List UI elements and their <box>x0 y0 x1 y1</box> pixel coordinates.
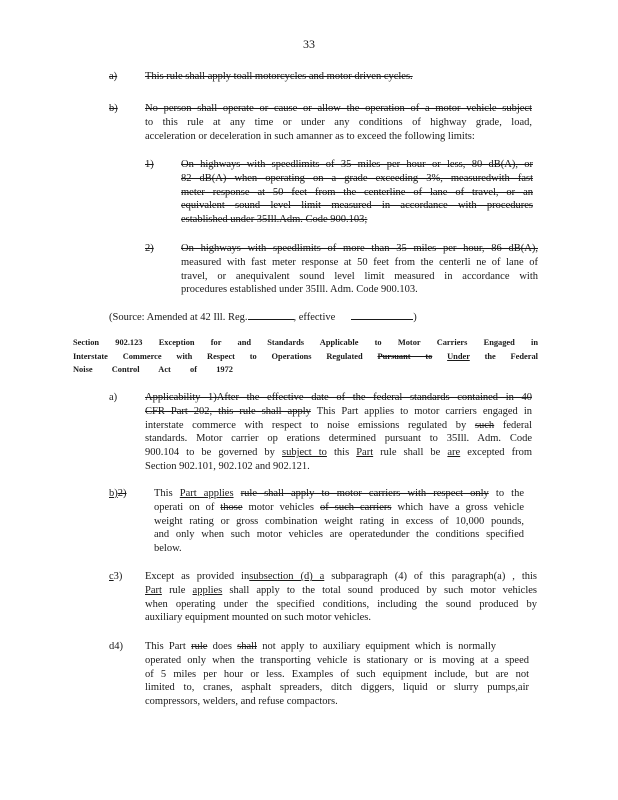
text: shall apply to the total sound produced by such motor vehicles <box>229 584 538 596</box>
section-a-line-6: Section 902.101, 902.102 and 902.121. <box>145 460 310 472</box>
item-2-line-4: procedures established under 35Ill. Adm. Code 900.103. <box>181 284 418 296</box>
text: federal <box>502 419 533 431</box>
section-heading <box>73 336 538 377</box>
section-c-line-4: auxiliary equipment mounted on such motor vehicles. <box>145 612 371 624</box>
heading-inserted: Under <box>447 351 470 361</box>
section-a-label: a) <box>109 392 118 403</box>
section-heading-line-2 <box>73 350 538 364</box>
item-1-line-1: On highways with speedlimits of 35 miles per hour or less, 80 dB(A), or <box>181 159 533 170</box>
inserted-text: Part <box>356 447 374 459</box>
section-a-line-3 <box>145 419 532 433</box>
deleted-text: such <box>474 419 495 431</box>
section-b <box>154 487 524 556</box>
text: to the <box>495 488 525 499</box>
paragraph-b-line-3: acceleration or deceleration in such amanner as to exceed the following limits: <box>145 130 475 142</box>
paragraph-b-line-2: to this rule at any time or under any conditions of highway grade, load, <box>145 116 532 128</box>
deleted-text: rule shall apply to motor carriers with respect only <box>240 488 489 499</box>
inserted-text: subject to <box>281 447 327 459</box>
text: motor vehicles <box>248 501 315 513</box>
section-b-label <box>109 487 127 501</box>
inserted-text: subsection (d) a <box>249 571 325 582</box>
text: rule shall be <box>380 447 441 459</box>
text: excepted from <box>467 447 533 459</box>
section-d <box>145 640 529 709</box>
section-b-line-3: weight rating or gross combination weight rating in excess of 10,000 pounds, <box>154 515 524 527</box>
section-c-line-3: when operating under the specified conditions, including the sound produced by <box>145 598 537 610</box>
item-1 <box>181 158 533 227</box>
heading-text: Interstate Commerce with Respect to Operations Regulated <box>73 351 363 361</box>
section-b-line-2 <box>154 501 524 515</box>
text: rule <box>169 584 186 596</box>
section-heading-line-1: Section 902.123 Exception for and Standards Applicable to Motor Carriers Engaged in <box>73 338 538 347</box>
paragraph-a-label: a) <box>109 71 118 82</box>
inserted-text: c <box>109 571 114 582</box>
section-b-line-4: and only when such motor vehicles are operatedunder the conditions specified <box>154 529 524 541</box>
text: not apply to auxiliary equipment which is normally <box>262 641 497 652</box>
text: interstate commerce with respect to noise emissions regulated by <box>145 419 467 431</box>
section-a-line-2 <box>145 405 532 419</box>
deleted-text: CFR Part 202, this rule shall apply <box>145 405 311 417</box>
section-c <box>145 570 537 625</box>
text: this <box>333 447 350 459</box>
paragraph-b-label: b) <box>109 103 118 114</box>
section-b-line-5: below. <box>154 543 182 555</box>
page-number: 33 <box>303 37 315 51</box>
source-prefix: (Source: Amended at 42 Ill. Reg. <box>109 312 248 323</box>
section-a-line-4: standards. Motor carrier op erations determined pursuant to 35Ill. Adm. Code <box>145 433 532 445</box>
text: which have a gross vehicle <box>397 501 525 513</box>
source-note <box>109 309 417 325</box>
text: 3) <box>113 571 123 582</box>
deleted-text: shall <box>237 641 257 652</box>
item-1-label: 1) <box>145 159 154 170</box>
deleted-text: 2) <box>117 488 127 499</box>
source-suffix: ) <box>413 312 417 323</box>
item-1-line-2: 82 dB(A) when operating on a grade exceeding 3%, measuredwith fast <box>181 172 533 184</box>
text: 900.104 to be governed by <box>145 447 275 459</box>
section-c-line-2 <box>145 584 537 598</box>
heading-text: the Federal <box>484 351 538 361</box>
inserted-text: b) <box>109 488 118 499</box>
text: operati on of <box>154 501 215 513</box>
item-2-line-1: On highways with speedlimits of more than 35 miles per hour, 86 dB(A), <box>181 243 538 254</box>
section-d-label: d4) <box>109 641 123 652</box>
text: This Part applies to motor carriers engaged in <box>316 405 532 417</box>
inserted-text: are <box>447 447 461 459</box>
item-1-line-4: equivalent sound level limit measured in accordance with procedures <box>181 200 533 212</box>
section-a <box>145 391 532 474</box>
inserted-text: Part <box>145 584 162 596</box>
section-d-line-1 <box>145 640 496 654</box>
source-middle: , effective <box>293 312 336 323</box>
deleted-text: those <box>220 501 243 513</box>
item-2-label: 2) <box>145 243 154 254</box>
heading-deleted: Pursuant to <box>377 351 433 361</box>
item-1-line-5: established under 35Ill.Adm. Code 900.103; <box>181 214 368 226</box>
item-1-line-3: meter response at 50 feet from the centerline of lane of travel, or an <box>181 186 533 198</box>
source-reg-blank <box>248 309 294 320</box>
item-2-line-3: travel, or anequivalent sound level limit measured in accordance with <box>181 270 538 282</box>
section-heading-line-3: Noise Control Act of 1972 <box>73 365 233 374</box>
deleted-text: rule <box>191 641 208 652</box>
paragraph-a-text: This rule shall apply toall motorcycles and motor driven cycles. <box>145 71 413 82</box>
text: This Part <box>145 641 186 652</box>
section-d-line-2: operated only when the transporting vehicle is stationary or is moving at a speed <box>145 654 529 666</box>
text: Except as provided in <box>145 571 250 582</box>
section-d-line-3: of 5 miles per hour or less. Examples of such equipment include, but are not <box>145 668 529 680</box>
section-c-label <box>109 570 122 584</box>
text: This <box>154 488 173 499</box>
paragraph-b <box>145 102 532 143</box>
section-b-line-1 <box>154 487 524 501</box>
paragraph-a <box>145 70 413 84</box>
inserted-text: Part applies <box>179 488 234 499</box>
deleted-text: of such carriers <box>320 501 392 513</box>
section-d-line-4: limited to, cranes, asphalt spreaders, ditch diggers, liquid or slurry pumps,air <box>145 682 529 694</box>
text: does <box>212 641 232 652</box>
item-2-line-2: measured with fast meter response at 50 feet from the centerli ne of lane of <box>181 256 538 268</box>
inserted-text: applies <box>192 584 223 596</box>
section-c-line-1 <box>145 570 537 584</box>
source-date-blank <box>351 309 413 320</box>
item-2 <box>181 242 538 297</box>
section-a-line-5 <box>145 446 532 460</box>
text: subparagraph (4) of this paragraph(a) , this <box>331 571 538 582</box>
section-a-line-1: Applicability 1)After the effective date of the federal standards contained in 40 <box>145 392 532 403</box>
paragraph-b-line-1: No person shall operate or cause or allow the operation of a motor vehicle subject <box>145 103 532 114</box>
section-d-line-5: compressors, welders, and refuse compactors. <box>145 696 338 708</box>
